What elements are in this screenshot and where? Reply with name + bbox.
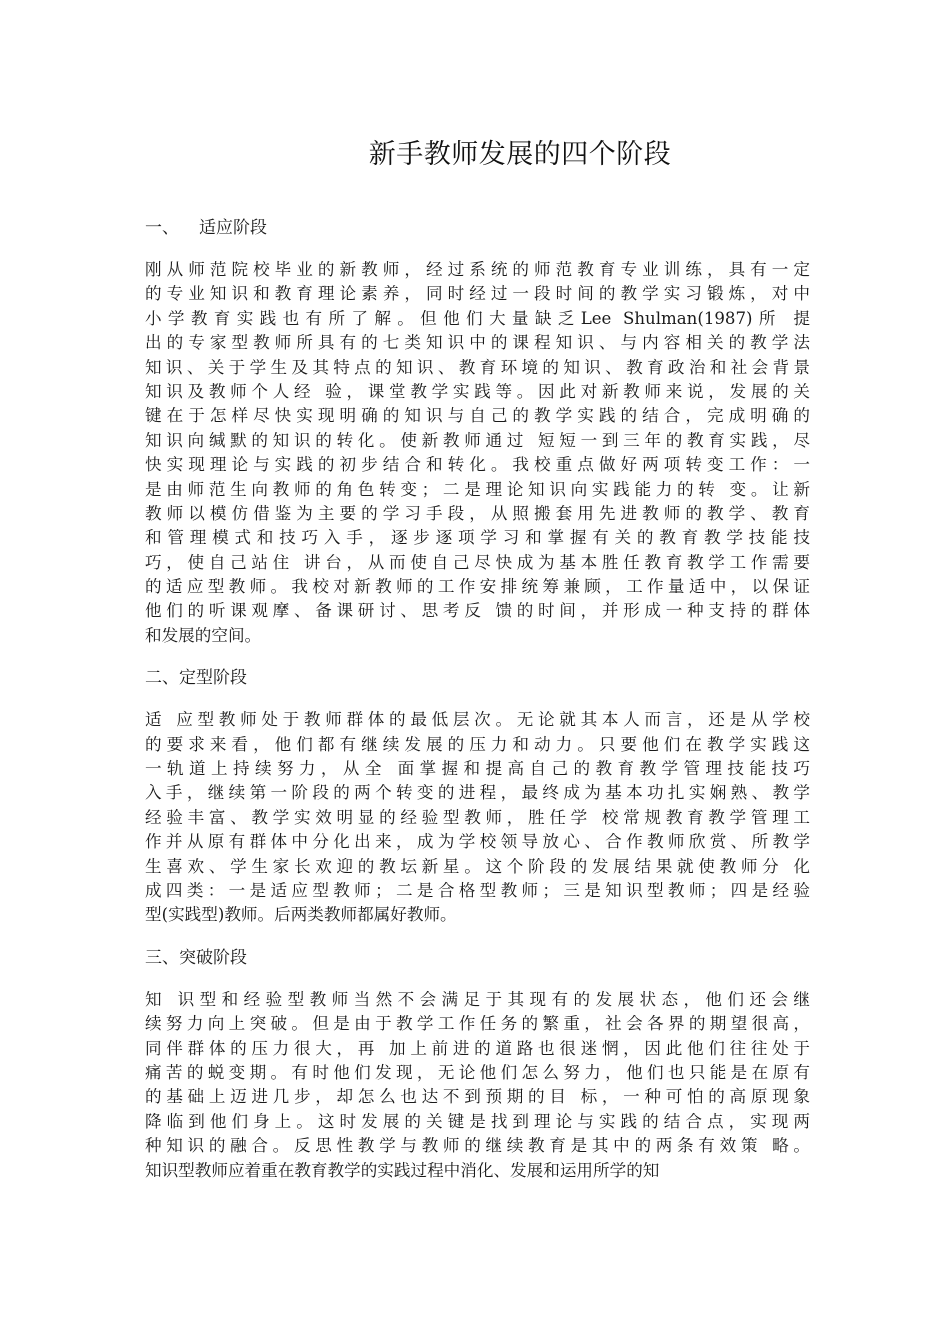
paragraph-line: 生喜欢、学生家长欢迎的教坛新星。这个阶段的发展结果就使教师分 化 — [145, 856, 810, 876]
document-title: 新手教师发展的四个阶段 — [368, 139, 672, 170]
paragraph-line: 出的专家型教师所具有的七类知识中的课程知识、与内容相关的教学法 — [145, 333, 810, 353]
paragraph-line: 知 识型和经验型教师当然不会满足于其现有的发展状态，他们还会继 — [145, 989, 810, 1009]
section-heading — [145, 664, 810, 692]
section-paragraph — [145, 708, 810, 928]
paragraph-line: 续努力向上突破。但是由于教学工作任务的繁重，社会各界的期望很高， — [145, 1014, 810, 1034]
paragraph-line: 经验丰富、教学实效明显的经验型教师，胜任学 校常规教育教学管理工 — [145, 807, 810, 827]
paragraph-line: 的适应型教师。我校对新教师的工作安排统筹兼顾，工作量适中，以保证 — [145, 577, 810, 597]
paragraph-line: 降临到他们身上。这时发展的关键是找到理论与实践的结合点，实现两 — [145, 1111, 810, 1131]
paragraph-line: 刚从师范院校毕业的新教师，经过系统的师范教育专业训练，具有一定 — [145, 260, 810, 279]
paragraph-line: 知识、关于学生及其特点的知识、教育环境的知识、教育政治和社会背景 — [145, 357, 810, 377]
paragraph-line: 种知识的融合。反思性教学与教师的继续教育是其中的两条有效策 略。 — [145, 1136, 810, 1156]
paragraph-line: 小学教育实践也有所了解。但他们大量缺乏Lee Shulman(1987)所 提 — [145, 308, 810, 328]
section-heading-text: 适应阶段 — [199, 218, 267, 238]
paragraph-line: 快实现理论与实践的初步结合和转化。我校重点做好两项转变工作：一 — [145, 455, 810, 475]
paragraph-line: 和发展的空间。 — [145, 625, 262, 645]
section-heading-text: 突破阶段 — [179, 947, 247, 968]
section-number: 三、 — [145, 947, 179, 968]
section-paragraph — [145, 988, 810, 1183]
document-body — [145, 214, 810, 1199]
paragraph-line: 知识型教师应着重在教育教学的实践过程中消化、发展和运用所学的知 — [145, 1160, 660, 1180]
paragraph-line: 痛苦的蜕变期。有时他们发现，无论他们怎么努力，他们也只能是在原有 — [145, 1062, 810, 1082]
paragraph-line: 的专业知识和教育理论素养，同时经过一段时间的教学实习锻炼，对中 — [145, 284, 810, 304]
section-heading — [145, 944, 810, 972]
paragraph-line: 作并从原有群体中分化出来，成为学校领导放心、合作教师欣赏、所教学 — [145, 832, 810, 852]
paragraph-line: 入手，继续第一阶段的两个转变的进程，最终成为基本功扎实娴熟、教学 — [145, 783, 810, 803]
section-heading — [145, 214, 810, 242]
paragraph-line: 和管理模式和技巧入手，逐步逐项学习和掌握有关的教育教学技能技 — [145, 528, 810, 548]
section-number: 一、 — [145, 218, 179, 238]
paragraph-line: 型(实践型)教师。后两类教师都属好教师。 — [145, 905, 457, 925]
section-number: 二、 — [145, 668, 179, 689]
paragraph-line: 一轨道上持续努力，从全 面掌握和提高自己的教育教学管理技能技巧 — [145, 759, 810, 779]
paragraph-line: 成四类：一是适应型教师；二是合格型教师；三是知识型教师；四是经验 — [145, 880, 810, 900]
paragraph-line: 知识及教师个人经 验，课堂教学实践等。因此对新教师来说，发展的关 — [145, 381, 810, 401]
paragraph-line: 知识向缄默的知识的转化。使新教师通过 短短一到三年的教育实践，尽 — [145, 430, 810, 450]
paragraph-line: 同伴群体的压力很大，再 加上前进的道路也很迷惘，因此他们往往处于 — [145, 1038, 810, 1058]
paragraph-line: 教师以模仿借鉴为主要的学习手段，从照搬套用先进教师的教学、教育 — [145, 503, 810, 523]
paragraph-line: 键在于怎样尽快实现明确的知识与自己的教学实践的结合，完成明确的 — [145, 406, 810, 426]
paragraph-line: 的要求来看，他们都有继续发展的压力和动力。只要他们在教学实践这 — [145, 734, 810, 754]
section-paragraph — [145, 258, 810, 648]
paragraph-line: 巧，使自己站住 讲台，从而使自己尽快成为基本胜任教育教学工作需要 — [145, 552, 810, 572]
paragraph-line: 是由师范生向教师的角色转变；二是理论知识向实践能力的转 变。让新 — [145, 479, 810, 499]
paragraph-line: 适 应型教师处于教师群体的最低层次。无论就其本人而言，还是从学校 — [145, 710, 810, 730]
paragraph-line: 他们的听课观摩、备课研讨、思考反 馈的时间，并形成一种支持的群体 — [145, 601, 810, 621]
paragraph-line: 的基础上迈进几步，却怎么也达不到预期的目 标，一种可怕的高原现象 — [145, 1087, 810, 1107]
section-heading-text: 定型阶段 — [179, 668, 247, 689]
